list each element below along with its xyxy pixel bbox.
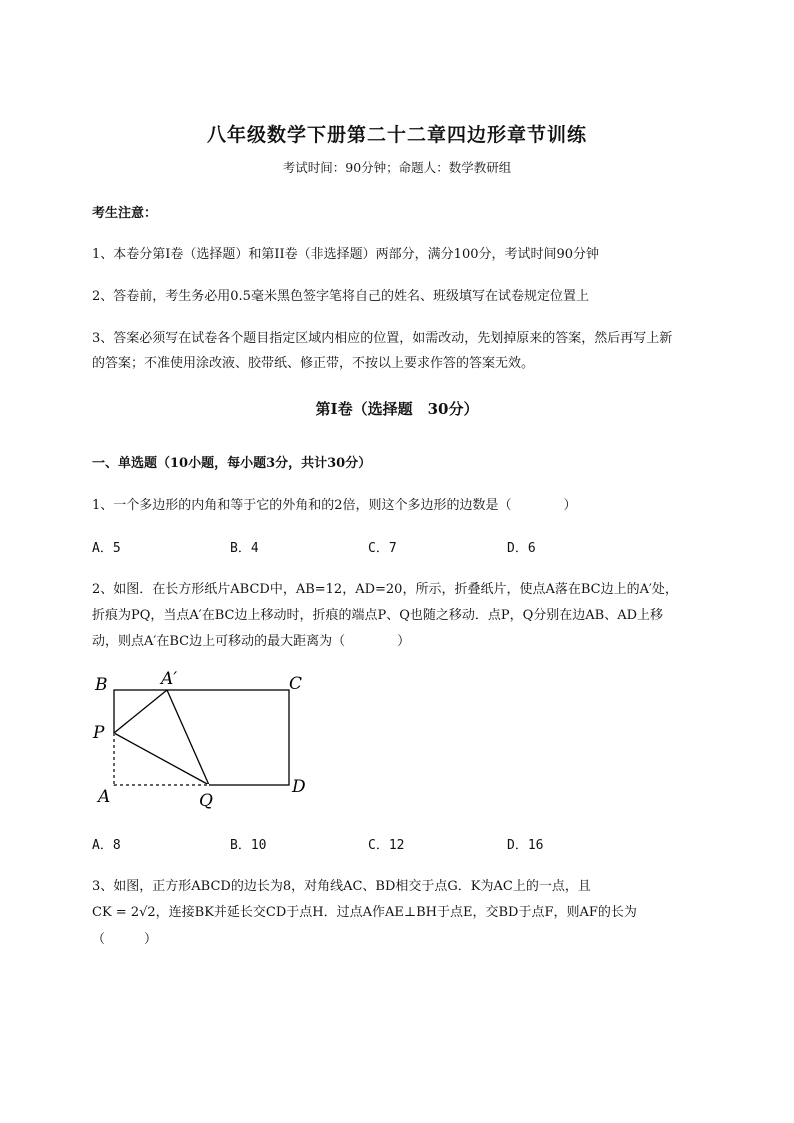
question-2-line-1: 2、如图．在长方形纸片ABCD中，AB=12，AD=20，所示，折叠纸片，使点A落在BC边上的A′处，: [92, 582, 678, 597]
section-title: 第I卷（选择题 30分）: [315, 400, 479, 418]
exam-info: 考试时间：90分钟；命题人：数学教研组: [282, 160, 512, 175]
notice-item-3: 3、答案必须写在试卷各个题目指定区域内相应的位置，如需改动，先划掉原来的答案，然后再写上新: [92, 331, 673, 346]
notice-item-3-continued: 的答案；不准使用涂改液、胶带纸、修正带，不按以上要求作答的答案无效。: [92, 356, 535, 371]
notice-item-1: 1、本卷分第I卷（选择题）和第II卷（非选择题）两部分，满分100分，考试时间90分钟: [92, 247, 600, 262]
question-3-line-2: CK = 2√2，连接BK并延长交CD于点H．过点A作AE⊥BH于点E，交BD于点F，则AF的长为: [92, 905, 637, 920]
question-1-option-a[interactable]: A．5: [92, 541, 121, 556]
question-3-line-3: （ ）: [92, 932, 158, 947]
question-1-option-b[interactable]: B．4: [230, 541, 259, 556]
question-2-option-b[interactable]: B．10: [230, 838, 267, 853]
notice-heading: 考生注意：: [92, 206, 158, 221]
notice-item-2: 2、答卷前，考生务必用0.5毫米黑色签字笔将自己的姓名、班级填写在试卷规定位置上: [92, 289, 589, 304]
segment-a-prime-q: [167, 690, 209, 785]
question-1-option-c[interactable]: C．7: [368, 541, 397, 556]
fold-line-pq: [114, 733, 209, 785]
question-1-text: 1、一个多边形的内角和等于它的外角和的2倍，则这个多边形的边数是（ ）: [92, 498, 577, 513]
label-a-prime: A′: [161, 669, 178, 689]
label-b: B: [95, 675, 108, 695]
question-3-line-1: 3、如图，正方形ABCD的边长为8，对角线AC、BD相交于点G．K为AC上的一点，且: [92, 879, 591, 894]
part-heading: 一、单选题（10小题，每小题3分，共计30分）: [92, 456, 372, 471]
rectangle-abcd: [114, 690, 289, 785]
label-a: A: [98, 787, 111, 807]
label-q: Q: [199, 791, 213, 811]
question-2-option-a[interactable]: A．8: [92, 838, 121, 853]
label-d: D: [292, 777, 306, 797]
question-2-option-d[interactable]: D．16: [507, 838, 544, 853]
question-1-option-d[interactable]: D．6: [507, 541, 536, 556]
question-2-line-3: 动，则点A′在BC边上可移动的最大距离为（ ）: [92, 634, 411, 649]
label-p: P: [93, 723, 105, 743]
label-c: C: [289, 674, 303, 694]
page-title: 八年级数学下册第二十二章四边形章节训练: [206, 124, 587, 146]
question-2-line-2: 折痕为PQ，当点A′在BC边上移动时，折痕的端点P、Q也随之移动．点P，Q分别在边AB、AD上移: [92, 608, 664, 623]
question-2-figure: [85, 665, 325, 815]
question-2-option-c[interactable]: C．12: [368, 838, 405, 853]
segment-pa-prime: [114, 690, 167, 733]
